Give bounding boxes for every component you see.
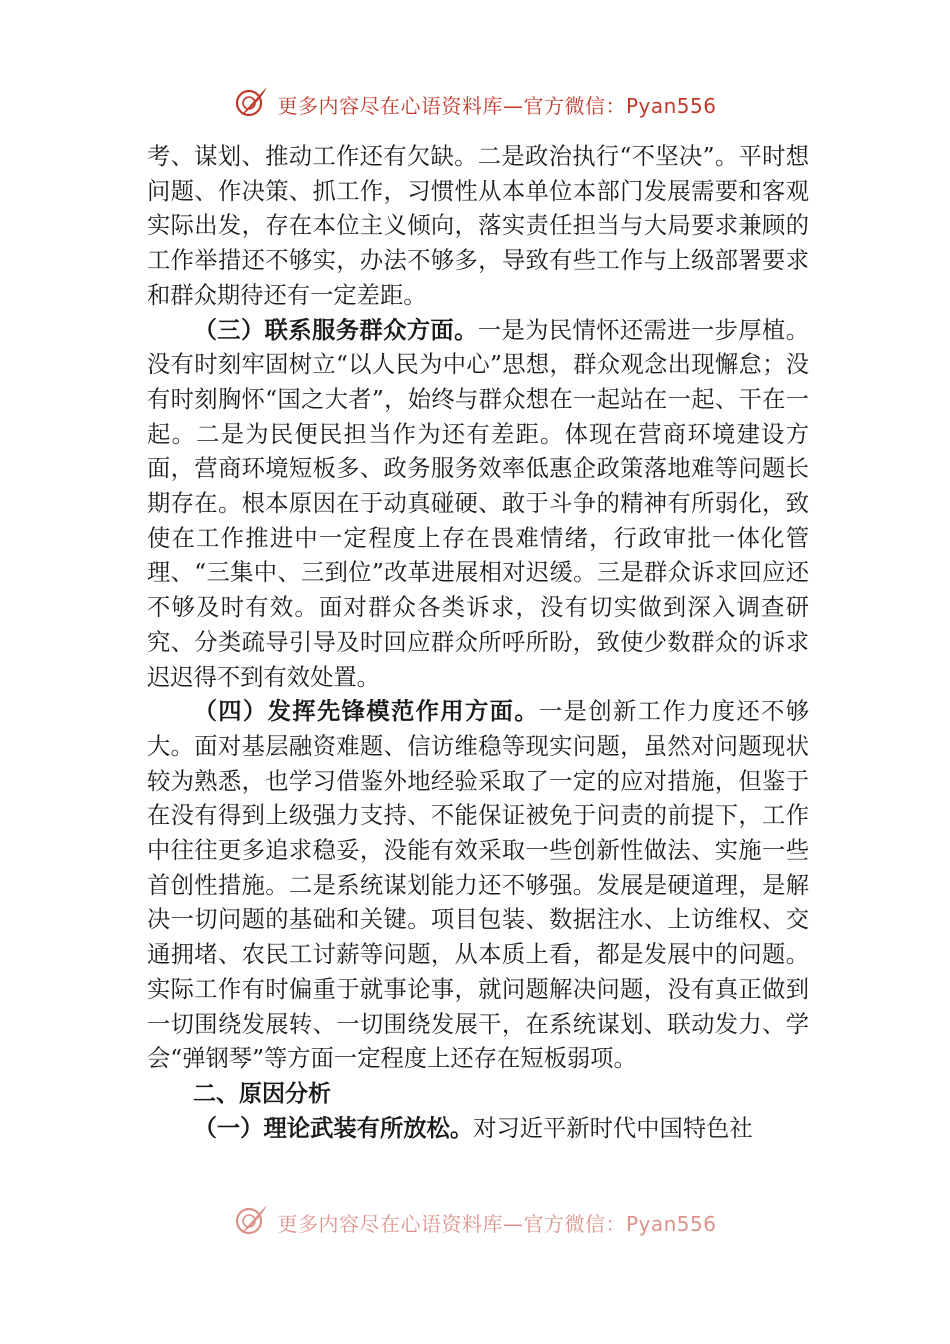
document-body xyxy=(147,140,809,1146)
paragraph-2 xyxy=(147,314,809,696)
quill-seal-icon xyxy=(233,85,269,123)
watermark-header xyxy=(0,84,950,124)
watermark-text: 更多内容尽在心语资料库—官方微信：Pyan556 xyxy=(277,93,717,118)
watermark-footer-text: 更多内容尽在心语资料库—官方微信：Pyan556 xyxy=(277,1211,717,1236)
paragraph-4 xyxy=(147,1112,809,1147)
quill-seal-icon xyxy=(233,1203,269,1241)
paragraph-4-lead: （一）理论武装有所放松。 xyxy=(193,1114,474,1142)
paragraph-2-body: 一是为民情怀还需进一步厚植。没有时刻牢固树立“以人民为中心”思想，群众观念出现懈怠；没有时刻胸怀“国之大者”，始终与群众想在一起站在一起、干在一起。二是为民便民担当作为还有差距。体现在营商环境建设方面，营商环境短板多、政务服务效率低惠企政策落地难等问题长期存在。根本原因在于动真碰硬、敢于斗争的精神有所弱化，致使在工作推进中一定程度上存在畏难情绪，行政审批一体化管理、“三集中、三到位”改革进展相对迟缓。三是群众诉求回应还不够及时有效。面对群众各类诉求，没有切实做到深入调查研究、分类疏导引导及时回应群众所呼所盼，致使少数群众的诉求迟迟得不到有效处置。 xyxy=(147,316,810,691)
paragraph-1 xyxy=(147,140,809,314)
paragraph-3-lead: （四）发挥先锋模范作用方面。 xyxy=(193,698,539,726)
paragraph-3 xyxy=(147,695,809,1077)
paragraph-4-body: 对习近平新时代中国特色社 xyxy=(473,1114,753,1142)
paragraph-1-body: 考、谋划、推动工作还有欠缺。二是政治执行“不坚决”。平时想问题、作决策、抓工作，习惯性从本单位本部门发展需要和客观实际出发，存在本位主义倾向，落实责任担当与大局要求兼顾的工作举措还不够实，办法不够多，导致有些工作与上级部署要求和群众期待还有一定差距。 xyxy=(147,143,809,309)
watermark-footer xyxy=(0,1202,950,1242)
section-heading: 二、原因分析 xyxy=(193,1080,331,1107)
paragraph-2-lead: （三）联系服务群众方面。 xyxy=(193,316,478,344)
paragraph-3-body: 一是创新工作力度还不够大。面对基层融资难题、信访维稳等现实问题，虽然对问题现状较为熟悉，也学习借鉴外地经验采取了一定的应对措施，但鉴于在没有得到上级强力支持、不能保证被免于问责的前提下，工作中往往更多追求稳妥，没能有效采取一些创新性做法、实施一些首创性措施。二是系统谋划能力还不够强。发展是硬道理，是解决一切问题的基础和关键。项目包装、数据注水、上访维权、交通拥堵、农民工讨薪等问题，从本质上看，都是发展中的问题。实际工作有时偏重于就事论事，就问题解决问题，没有真正做到一切围绕发展转、一切围绕发展干，在系统谋划、联动发力、学会“弹钢琴”等方面一定程度上还存在短板弱项。 xyxy=(147,698,810,1073)
